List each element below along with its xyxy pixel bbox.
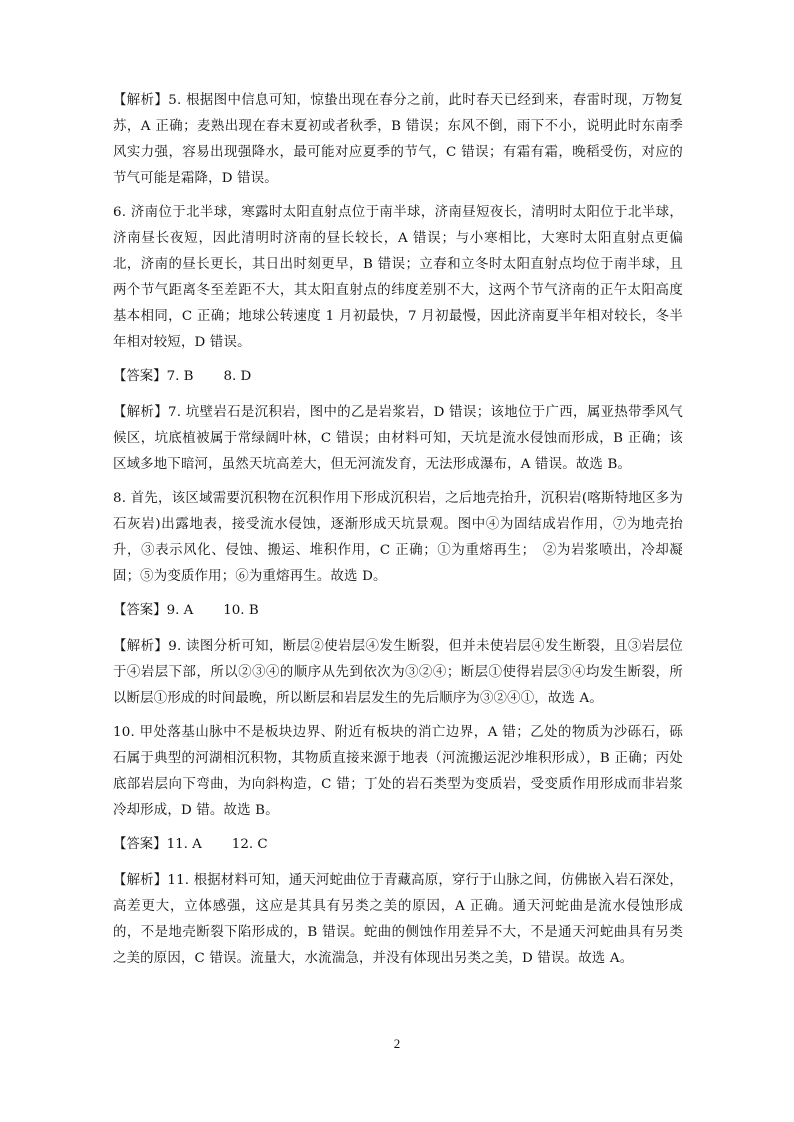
answer-label: 【答案】 <box>113 369 167 384</box>
analysis-q9: 【解析】9. 读图分析可知，断层②使岩层④发生断裂，但并未使岩层④发生断裂，且③岩层位于④岩层下部，所以②③④的顺序从先到依次为③②④；断层①使得岩层③④均发生断裂，所以断层①形成的时间最晚，所以断层和岩层发生的先后顺序为③②④①，故选 A。 <box>113 639 683 706</box>
answer-line-11-12 <box>113 832 683 858</box>
analysis-q5: 【解析】5. 根据图中信息可知，惊蛰出现在春分之前，此时春天已经到来，春雷时现，万物复苏，A 正确；麦熟出现在春末夏初或者秋季，B 错误；东风不倒，雨下不小，说明此时东南季风实力强，容易出现强降水，最可能对应夏季的节气，C 错误；有霜有霜，晚稻受伤，对应的节气可能是霜降，D 错误。 <box>113 93 683 186</box>
answer-7: 7. B <box>166 369 194 384</box>
answer-line-7-8 <box>113 364 683 390</box>
page-number: 2 <box>393 1036 401 1051</box>
answer-11: 11. A <box>166 837 202 852</box>
analysis-q11: 【解析】11. 根据材料可知，通天河蛇曲位于青藏高原，穿行于山脉之间，仿佛嵌入岩石深处，高差更大，立体感强，这应是其具有另类之美的原因，A 正确。通天河蛇曲是流水侵蚀形成的，不是地壳断裂下陷形成的，B 错误。蛇曲的侧蚀作用差异不大，不是通天河蛇曲具有另类之美的原因，C 错误。流量大，水流湍急，并没有体现出另类之美，D 错误。故选 A。 <box>113 873 683 966</box>
answer-10: 10. B <box>223 603 259 618</box>
analysis-q6: 6. 济南位于北半球，寒露时太阳直射点位于南半球，济南昼短夜长，清明时太阳位于北半球，济南昼长夜短，因此清明时济南的昼长较长，A 错误；与小寒相比，大寒时太阳直射点更偏北，济南的昼长更长，其日出时刻更早，B 错误；立春和立冬时太阳直射点均位于南半球，且两个节气距离冬至差距不大，其太阳直射点的纬度差别不大，这两个节气济南的正午太阳高度基本相同，C 正确；地球公转速度 1 月初最快，7 月初最慢，因此济南夏半年相对较长，冬半年相对较短，D 错误。 <box>113 205 683 350</box>
analysis-q8: 8. 首先，该区域需要沉积物在沉积作用下形成沉积岩，之后地壳抬升，沉积岩(喀斯特地区多为石灰岩)出露地表，接受流水侵蚀，逐渐形成天坑景观。图中④为固结成岩作用，⑦为地壳抬升，③表示风化、侵蚀、搬运、堆积作用，C 正确；①为重熔再生； ②为岩浆喷出，冷却凝固；⑤为变质作用；⑥为重熔再生。故选 D。 <box>113 491 683 584</box>
answer-label: 【答案】 <box>113 837 167 852</box>
answer-label: 【答案】 <box>113 603 167 618</box>
answer-line-9-10 <box>113 598 683 624</box>
analysis-q7: 【解析】7. 坑壁岩石是沉积岩，图中的乙是岩浆岩，D 错误；该地位于广西，属亚热带季风气候区，坑底植被属于常绿阔叶林，C 错误；由材料可知，天坑是流水侵蚀而形成，B 正确；该区域多地下暗河，虽然天坑高差大，但无河流发育，无法形成瀑布，A 错误。故选 B。 <box>113 405 683 472</box>
answer-8: 8. D <box>223 369 252 384</box>
page-content <box>113 88 683 980</box>
answer-9: 9. A <box>166 603 194 618</box>
answer-12: 12. C <box>231 837 268 852</box>
analysis-q10: 10. 甲处落基山脉中不是板块边界、附近有板块的消亡边界，A 错；乙处的物质为沙砾石，砾石属于典型的河湖相沉积物，其物质直接来源于地表（河流搬运泥沙堆积形成），B 正确；丙处底部岩层向下弯曲，为向斜构造，C 错；丁处的岩石类型为变质岩，受变质作用形成而非岩浆冷却形成，D 错。故选 B。 <box>113 725 683 818</box>
